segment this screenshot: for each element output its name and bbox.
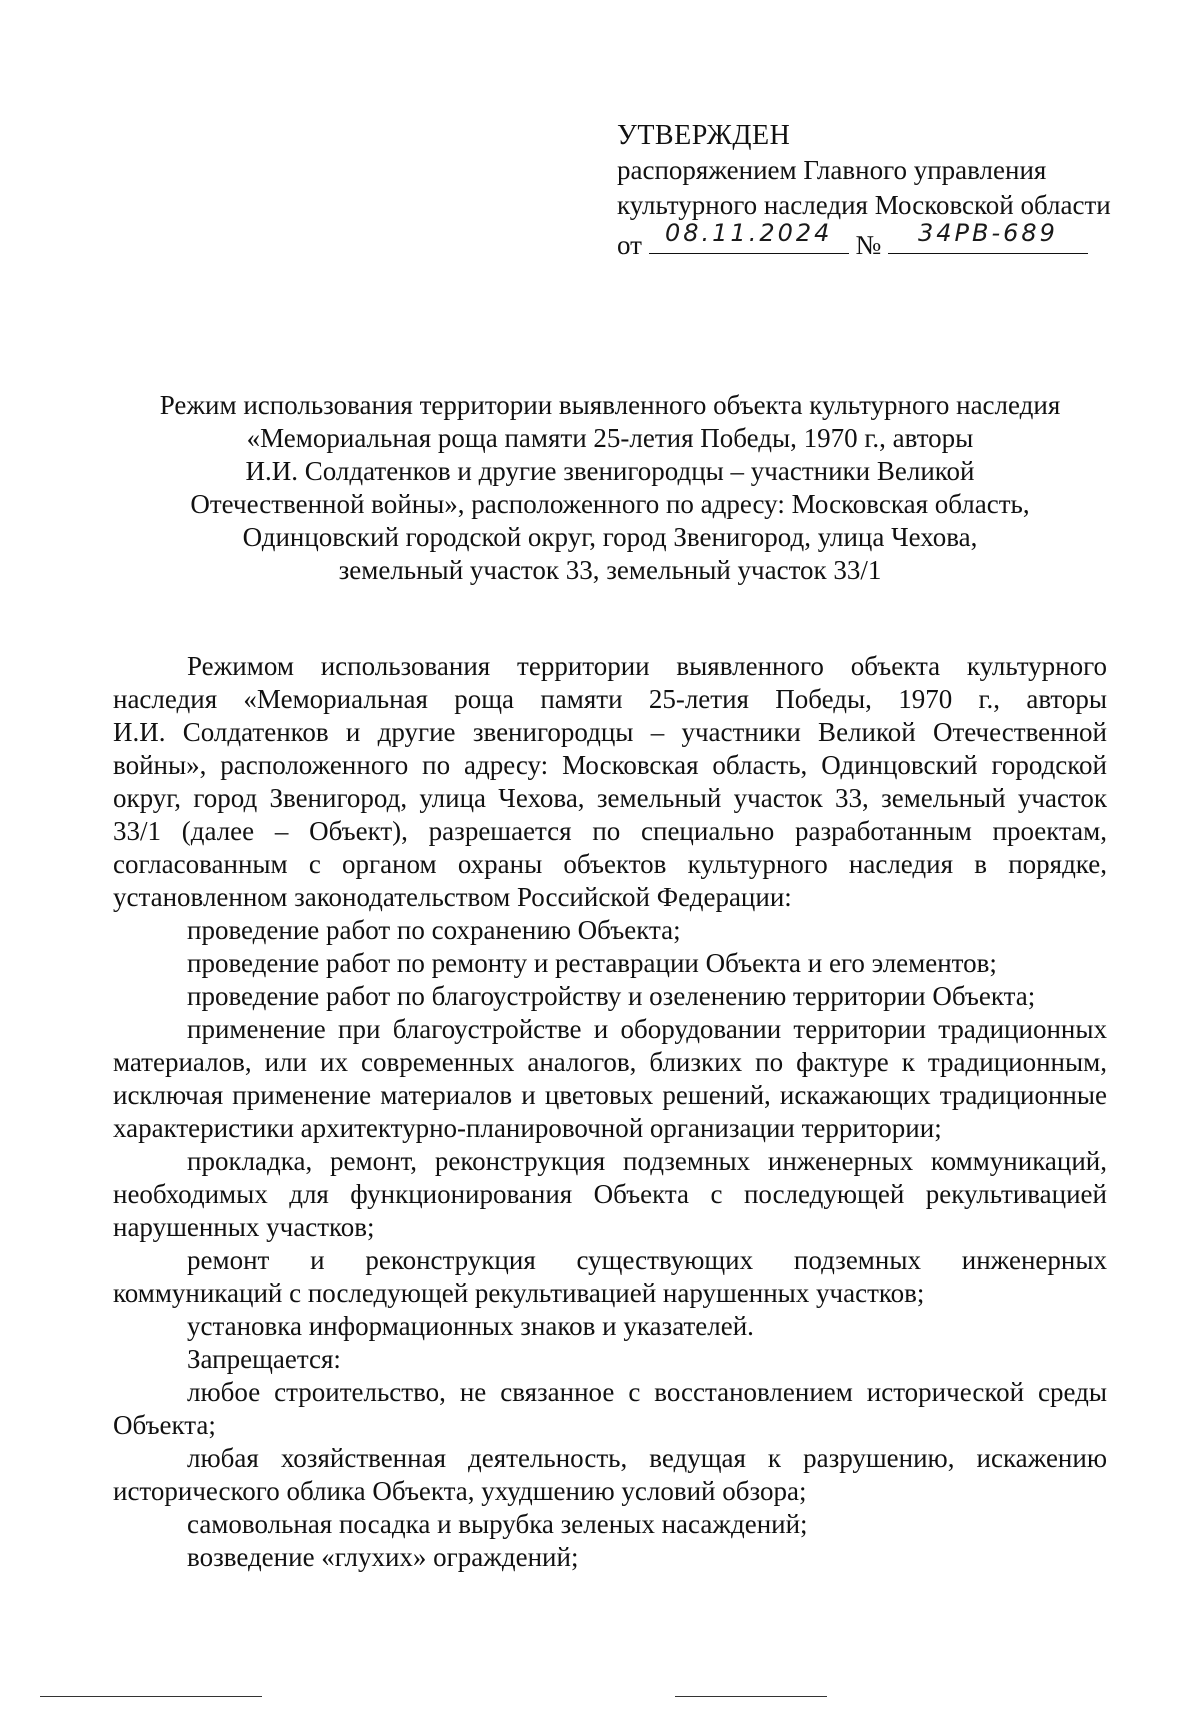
document-title <box>130 389 1090 587</box>
list-item: ремонт и реконструкция существующих подземных инженерных <box>187 1245 1107 1275</box>
body-line: материалов, или их современных аналогов, близких по фактуре к традиционным, <box>113 1047 1107 1077</box>
approved-heading: УТВЕРЖДЕН <box>617 120 791 151</box>
list-item: проведение работ по сохранению Объекта; <box>187 915 681 945</box>
body-line: нарушенных участков; <box>113 1212 375 1242</box>
document-body <box>113 650 1107 1574</box>
list-item: установка информационных знаков и указателей. <box>187 1311 754 1341</box>
body-line: 33/1 (далее – Объект), разрешается по специально разработанным проектам, <box>113 816 1107 846</box>
body-line: исключая применение материалов и цветовых решений, искажающих традиционные <box>113 1080 1107 1110</box>
approval-line-2: культурного наследия Московской области <box>617 190 1111 220</box>
handwritten-date: 08.11.2024 <box>664 219 833 247</box>
approval-stamp <box>617 118 1111 263</box>
handwritten-number: 34РВ-689 <box>917 219 1058 247</box>
body-line: исторического облика Объекта, ухудшению условий обзора; <box>113 1476 807 1506</box>
approval-date-line <box>617 219 1111 263</box>
number-sign: № <box>855 230 882 260</box>
body-line: коммуникаций с последующей рекультивацией нарушенных участков; <box>113 1278 925 1308</box>
body-line: Объекта; <box>113 1410 216 1440</box>
list-item: применение при благоустройстве и оборудовании территории традиционных <box>187 1014 1107 1044</box>
list-item: возведение «глухих» ограждений; <box>187 1542 579 1572</box>
title-line: земельный участок 33, земельный участок 33/1 <box>338 555 882 585</box>
list-item: прокладка, ремонт, реконструкция подземных инженерных коммуникаций, <box>187 1146 1107 1176</box>
approval-line-1: распоряжением Главного управления <box>617 155 1047 185</box>
title-line: «Мемориальная роща памяти 25-летия Победы, 1970 г., авторы <box>246 423 974 453</box>
body-line: установленном законодательством Российской Федерации: <box>113 882 792 912</box>
title-line: Одинцовский городской округ, город Звенигород, улица Чехова, <box>242 522 978 552</box>
date-field <box>649 219 849 254</box>
list-item: любое строительство, не связанное с восстановлением исторической среды <box>187 1377 1107 1407</box>
body-line: характеристики архитектурно-планировочной организации территории; <box>113 1113 942 1143</box>
prohibited-heading: Запрещается: <box>187 1344 341 1374</box>
title-line: Режим использования территории выявленного объекта культурного наследия <box>159 390 1061 420</box>
list-item: любая хозяйственная деятельность, ведущая к разрушению, искажению <box>187 1443 1107 1473</box>
list-item: проведение работ по ремонту и реставрации Объекта и его элементов; <box>187 948 997 978</box>
title-line: Отечественной войны», расположенного по адресу: Московская область, <box>190 489 1030 519</box>
title-line: И.И. Солдатенков и другие звенигородцы – участники Великой <box>245 456 975 486</box>
number-field <box>888 219 1088 254</box>
body-line: согласованным с органом охраны объектов культурного наследия в порядке, <box>113 849 1107 879</box>
body-line: наследия «Мемориальная роща памяти 25-летия Победы, 1970 г., авторы <box>113 684 1107 714</box>
list-item: самовольная посадка и вырубка зеленых насаждений; <box>187 1509 808 1539</box>
body-line: И.И. Солдатенков и другие звенигородцы – участники Великой Отечественной <box>113 717 1107 747</box>
from-label: от <box>617 230 642 260</box>
body-line: войны», расположенного по адресу: Московская область, Одинцовский городской <box>113 750 1107 780</box>
list-item: проведение работ по благоустройству и озеленению территории Объекта; <box>187 981 1036 1011</box>
body-line: Режимом использования территории выявленного объекта культурного <box>187 651 1107 681</box>
body-line: округ, город Звенигород, улица Чехова, земельный участок 33, земельный участок <box>113 783 1107 813</box>
footer-rule-right <box>675 1696 827 1697</box>
body-line: необходимых для функционирования Объекта с последующей рекультивацией <box>113 1179 1107 1209</box>
footer-rule-left <box>40 1696 262 1697</box>
